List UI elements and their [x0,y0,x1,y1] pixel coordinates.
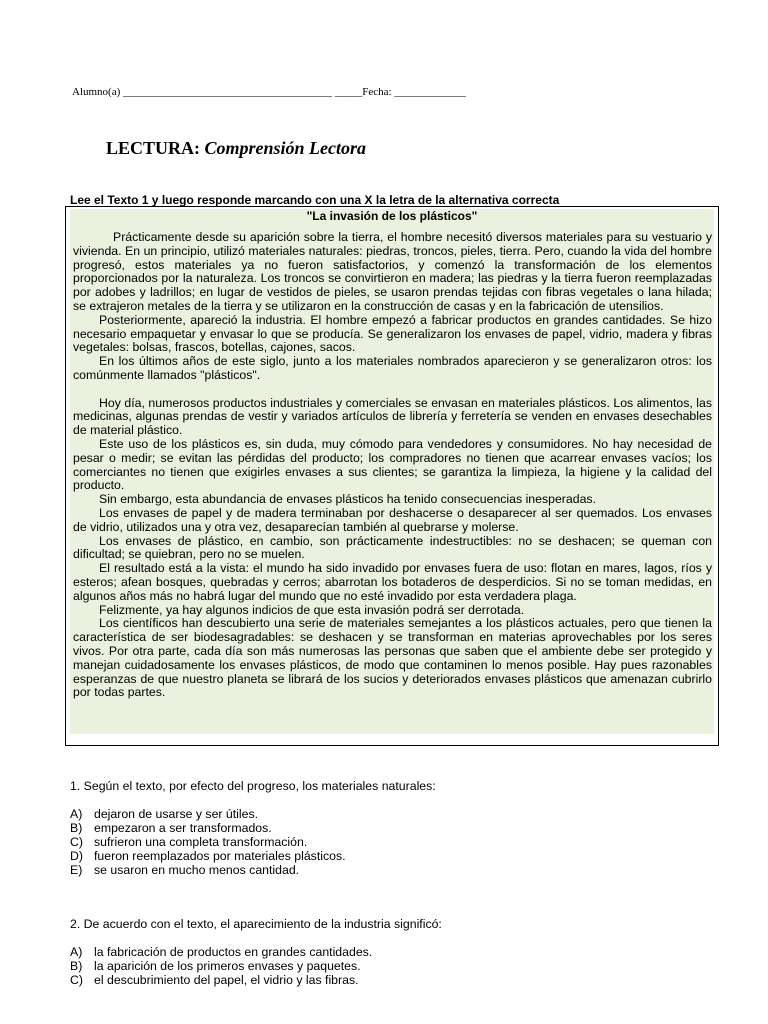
reading-paragraph: Felizmente, ya hay algunos indicios de que esta invasión podrá ser derrotada. [99,602,525,617]
answer-option-b[interactable] [70,821,436,835]
option-text: dejaron de usarse y ser útiles. [94,807,259,821]
option-text: el descubrimiento del papel, el vidrio y las fibras. [94,973,359,987]
reading-panel [70,209,714,734]
reading-paragraph: Los envases de papel y de madera terminaban por deshacerse o desaparecer al ser quemados. Los envases de vidrio, utilizados una y otra vez, desaparecían también al quebrarse y molerse. [73,505,712,534]
reading-paragraph: El resultado está a la vista: el mundo ha sido invadido por envases fuera de uso: flotan en mares, lagos, ríos y esteros; afean bosques, quebradas y cerros; abarrotan los botaderos de desperdicios. Si no se toman medidas, en algunos años más no habrá lugar del mundo que no esté invadido por esta verdadera plaga. [73,561,712,603]
answer-option-c[interactable] [70,835,436,849]
page-title [106,138,366,159]
question-1 [70,779,436,877]
instructions: Lee el Texto 1 y luego responde marcando con una X la letra de la alternativa correcta [70,193,560,207]
reading-paragraph: Posteriormente, apareció la industria. El hombre empezó a fabricar productos en grandes cantidades. Se hizo necesario empaquetar y envasar lo que se producía. Se generalizaron los envases de papel, vidrio, madera y fibras vegetales: bolsas, frascos, botellas, cajones, sacos. [73,312,712,355]
option-text: la aparición de los primeros envases y paquetes. [94,959,361,973]
title-label: LECTURA: [106,138,201,158]
option-text: sufrieron una completa transformación. [94,835,308,849]
option-letter: A) [70,807,83,821]
option-letter: C) [70,835,83,849]
reading-paragraph: Hoy día, numerosos productos industriales y comerciales se envasan en materiales plásticos. Los alimentos, las medicinas, algunas prendas de vestir y variados artículos de librería y ferretería se venden en envases desechables de material plástico. [73,395,712,438]
title-subject: Comprensión Lectora [204,138,367,158]
reading-paragraph: Los científicos han descubierto una serie de materiales semejantes a los plásticos actuales, pero que tienen la característica de ser biodesagradables: se deshacen y se transforman en materias aprovechables por los seres vivos. Por otra parte, cada día son más numerosas las personas que saben que el ambiente debe ser protegido y manejan cuidadosamente los envases plásticos, de modo que contaminen lo menos posible. Hay pues razonables esperanzas de que nuestro planeta se librará de los sucios y deteriorados envases plásticos que amenazan cubrirlo por todas partes. [73,616,712,700]
reading-paragraph: Sin embargo, esta abundancia de envases plásticos ha tenido consecuencias inesperadas. [99,492,596,507]
option-letter: E) [70,863,83,877]
question-stem: 2. De acuerdo con el texto, el aparecimiento de la industria significó: [70,917,442,931]
option-letter: B) [70,821,83,835]
option-text: la fabricación de productos en grandes cantidades. [94,945,373,959]
answer-option-a[interactable] [70,807,436,821]
answer-option-b[interactable] [70,959,442,973]
option-letter: D) [70,849,83,863]
reading-title: "La invasión de los plásticos" [306,209,478,223]
answer-option-a[interactable] [70,945,442,959]
option-letter: A) [70,945,83,959]
reading-box [65,206,719,746]
reading-paragraph: Prácticamente desde su aparición sobre la tierra, el hombre necesitó diversos materiales para su vestuario y vivienda. En un principio, utilizó materiales naturales: piedras, troncos, pieles, tierra. Pero, cuando la vida del hombre progresó, estos materiales ya no fueron satisfactorios, y comenzó la transformación de los elementos proporcionados por la naturaleza. Los troncos se convirtieron en madera; las piedras y la tierra fueron reemplazadas por adobes y ladrillos; en lugar de vestidos de pieles, se usaron prendas tejidas con fibras vegetales o lana hilada; se extrajeron metales de la tierra y se utilizaron en la construcción de casas y en la fabricación de utensilios. [73,230,712,313]
answer-option-c[interactable] [70,973,442,987]
option-letter: B) [70,959,83,973]
answer-option-d[interactable] [70,849,436,863]
student-name-date-line: Alumno(a) ______________________________________ _____Fecha: _____________ [72,86,466,98]
question-2 [70,917,442,987]
answer-option-e[interactable] [70,863,436,877]
reading-paragraph: Este uso de los plásticos es, sin duda, muy cómodo para vendedores y consumidores. No hay necesidad de pesar o medir; se evitan las pérdidas del producto; los compradores no tienen que acarrear envases vacíos; los comerciantes no tienen que exigirles envases a sus clientes; se garantiza la limpieza, la higiene y la calidad del producto. [73,436,712,493]
option-letter: C) [70,973,83,987]
option-text: fueron reemplazados por materiales plásticos. [94,849,346,863]
question-stem: 1. Según el texto, por efecto del progreso, los materiales naturales: [70,779,436,793]
option-text: empezaron a ser transformados. [94,821,272,835]
option-text: se usaron en mucho menos cantidad. [94,863,300,877]
reading-paragraph: En los últimos años de este siglo, junto a los materiales nombrados aparecieron y se generalizaron otros: los comúnmente llamados "plásticos". [73,354,712,382]
reading-text [70,223,714,700]
reading-paragraph: Los envases de plástico, en cambio, son prácticamente indestructibles: no se deshacen; se queman con dificultad; se quiebran, pero no se muelen. [73,533,712,562]
